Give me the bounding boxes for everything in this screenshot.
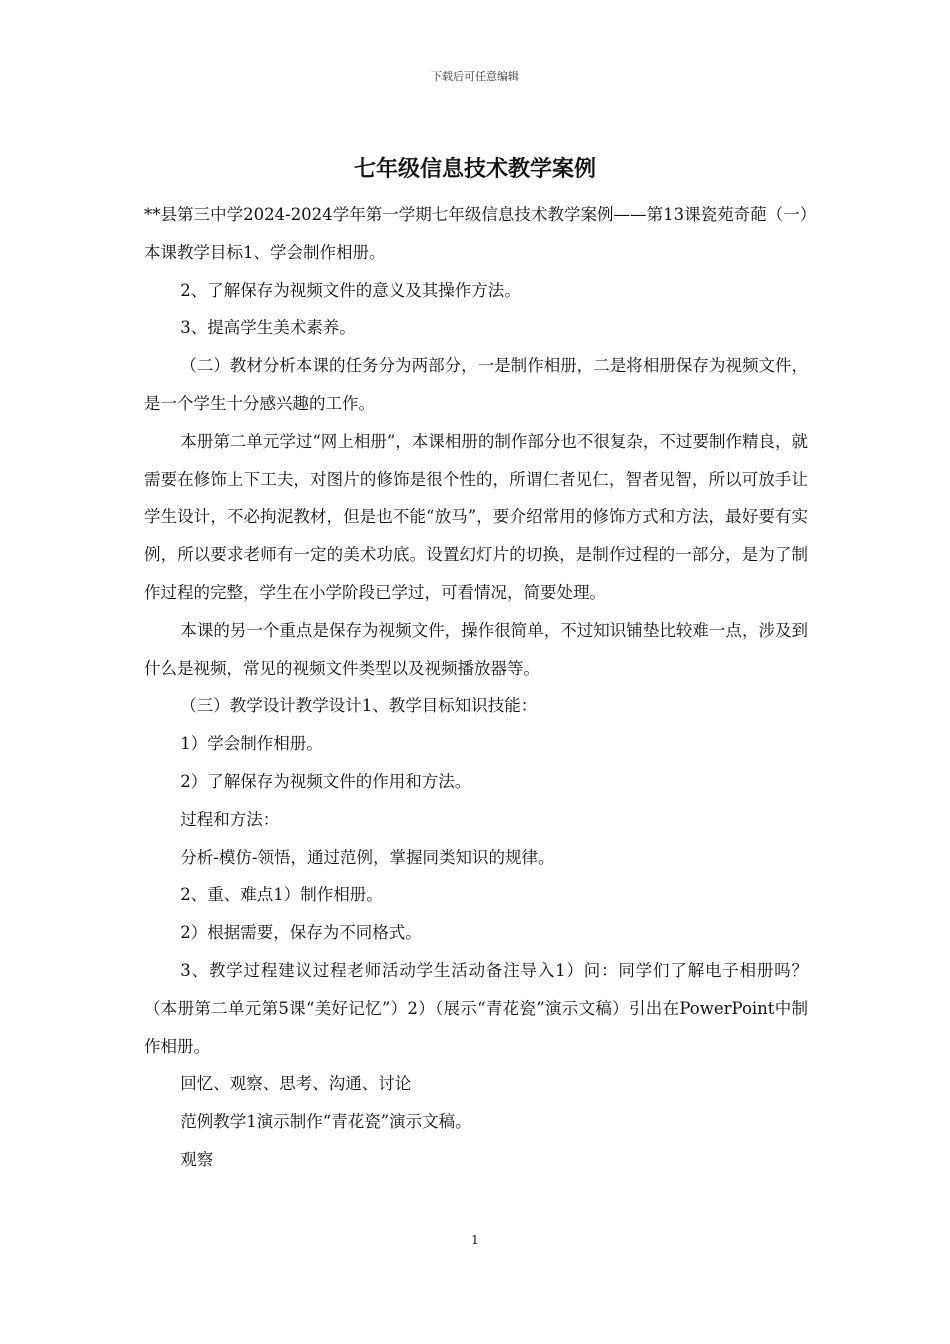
paragraph: 本课的另一个重点是保存为视频文件，操作很简单，不过知识铺垫比较难一点，涉及到什么是视频，常见的视频文件类型以及视频播放器等。 [144, 620, 808, 678]
paragraph: 2、重、难点1）制作相册。 [180, 885, 383, 905]
document-body [144, 196, 808, 1179]
paragraph: 2、了解保存为视频文件的意义及其操作方法。 [180, 280, 521, 300]
paragraph: **县第三中学2024-2024学年第一学期七年级信息技术教学案例——第13课瓷苑奇葩（一）本课教学目标1、学会制作相册。 [144, 205, 808, 262]
paragraph: 回忆、观察、思考、沟通、讨论 [180, 1074, 412, 1094]
paragraph: 2）了解保存为视频文件的作用和方法。 [180, 771, 472, 791]
document-title: 七年级信息技术教学案例 [353, 157, 596, 182]
paragraph: 3、教学过程建议过程老师活动学生活动备注导入1）问：同学们了解电子相册吗？（本册第二单元第5课“美好记忆”）2）（展示“青花瓷”演示文稿）引出在PowerPoint中制作相册。 [144, 960, 808, 1056]
page-number: 1 [471, 1233, 479, 1247]
paragraph: （三）教学设计教学设计1、教学目标知识技能： [180, 696, 538, 716]
paragraph: 2）根据需要，保存为不同格式。 [180, 923, 422, 943]
paragraph: 1）学会制作相册。 [180, 734, 323, 754]
paragraph: 范例教学1演示制作“青花瓷”演示文稿。 [180, 1112, 472, 1132]
paragraph: 本册第二单元学过“网上相册”，本课相册的制作部分也不很复杂，不过要制作精良，就需要在修饰上下工夫，对图片的修饰是很个性的，所谓仁者见仁，智者见智，所以可放手让学生设计，不必拘泥教材，但是也不能“放马”，要介绍常用的修饰方式和方法，最好要有实例，所以要求老师有一定的美术功底。设置幻灯片的切换，是制作过程的一部分，是为了制作过程的完整，学生在小学阶段已学过，可看情况，简要处理。 [144, 431, 808, 602]
paragraph: 分析-模仿-领悟，通过范例，掌握同类知识的规律。 [180, 847, 555, 867]
paragraph: （二）教材分析本课的任务分为两部分，一是制作相册，二是将相册保存为视频文件，是一个学生十分感兴趣的工作。 [144, 356, 808, 413]
paragraph: 观察 [180, 1149, 214, 1169]
paragraph: 过程和方法： [180, 809, 280, 829]
page-header: 下载后可任意编辑 [431, 70, 519, 83]
paragraph: 3、提高学生美术素养。 [180, 318, 356, 338]
